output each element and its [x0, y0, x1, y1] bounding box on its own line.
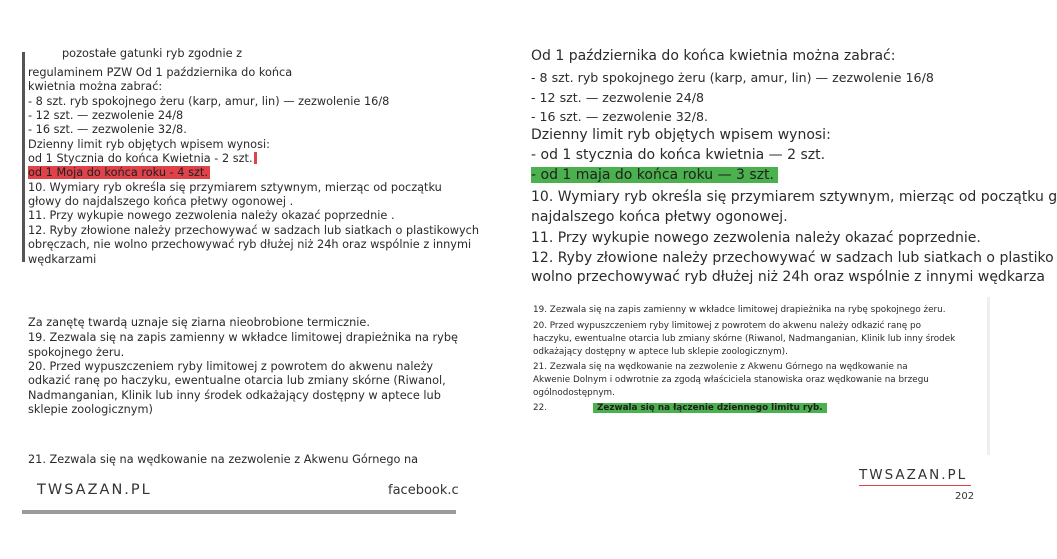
panel-old-regulation-top: [22, 47, 480, 266]
text-line: - od 1 stycznia do końca kwietnia — 2 szt.: [531, 147, 826, 163]
text-line: 21. Zezwala się na wędkowanie na zezwolenie z Akwenu Górnego na: [28, 453, 419, 466]
text-line: Dzienny limit ryb objętych wpisem wynosi:: [28, 138, 270, 151]
text-line: 11. Przy wykupie nowego zezwolenia należy okazać poprzednie.: [531, 230, 981, 246]
highlighted-line-red: [28, 166, 210, 179]
text-line: 21. Zezwala się na wędkowanie na zezwolenie z Akwenu Górnego na wędkowanie na: [533, 362, 908, 372]
logo-underline: [859, 485, 971, 486]
text-line: wolno przechowywać ryb dłużej niż 24h oraz wspólnie z innymi wędkarza: [531, 269, 1045, 285]
red-highlight: od 1 Moja do końca roku - 4 szt.: [28, 166, 208, 179]
text-line: [28, 152, 257, 165]
text-line: odkażający dostępny w aptece lub sklepie zoologicznym).: [533, 347, 788, 357]
text-line: - 16 szt. — zezwolenie 32/8.: [531, 109, 709, 124]
text-line: regulaminem PZW Od 1 października do końca: [28, 66, 293, 79]
text-line: 12. Ryby złowione należy przechowywać w sadzach lub siatkach o plastiko: [531, 250, 1054, 266]
text-line: 19. Zezwala się na zapis zamienny w wkładce limitowej drapieżnika na rybę: [28, 331, 458, 344]
text-line: spokojnego żeru.: [28, 346, 125, 359]
facebook-link[interactable]: facebook.c: [388, 483, 459, 498]
text-line: 12. Ryby złowione należy przechowywać w sadzach lub siatkach o plastikowych: [28, 224, 480, 237]
item-22-number: 22.: [533, 403, 547, 413]
panel-new-regulation-top: [527, 45, 1057, 285]
text-line: odkazić ranę po haczyku, ewentualne otarcia lub zmiany skórne (Riwanol,: [28, 374, 446, 387]
text-line: Za zanętę twardą uznaje się ziarna nieobrobione termicznie.: [28, 316, 370, 329]
text-line: haczyku, ewentualne otarcia lub zmiany skórne (Riwanol, Nadmanganian, Klinik lub inny środek: [533, 334, 956, 344]
text-line: 19. Zezwala się na zapis zamienny w wkładce limitowej drapieżnika na rybę spokojnego żeru.: [533, 305, 946, 315]
text-line: Od 1 października do końca kwietnia można zabrać:: [531, 48, 896, 64]
highlighted-line-green: [531, 167, 778, 183]
text-line: - 8 szt. ryb spokojnego żeru (karp, amur, lin) — zezwolenie 16/8: [28, 95, 390, 108]
text-line: ogólnodostępnym.: [533, 388, 615, 398]
green-highlight: Zezwala się na łączenie dziennego limitu ryb.: [593, 403, 827, 413]
panel-bottom-bar: [22, 510, 456, 514]
text-line: - 16 szt. — zezwolenie 32/8.: [28, 123, 187, 136]
text-line: najdalszego końca płetwy ogonowej.: [531, 209, 788, 225]
text-line: 20. Przed wypuszczeniem ryby limitowej z powrotem do akwenu należy odkazić ranę po: [533, 321, 921, 331]
text-line: wędkarzami: [28, 253, 97, 266]
panel-new-regulation-bottom: [527, 297, 992, 517]
text-line: sklepie zoologicznym): [28, 403, 153, 416]
text-line: - 8 szt. ryb spokojnego żeru (karp, amur, lin) — zezwolenie 16/8: [531, 70, 934, 85]
text-line: kwietnia można zabrać:: [28, 80, 163, 93]
text-line: obręczach, nie wolno przechowywać ryb dłużej niż 24h oraz wspólnie z innymi: [28, 238, 472, 251]
text-line: pozostałe gatunki ryb zgodnie z: [62, 47, 243, 60]
text-line: 11. Przy wykupie nowego zezwolenia należy okazać poprzednie .: [28, 209, 395, 222]
green-highlight: - od 1 maja do końca roku — 3 szt.: [531, 167, 778, 183]
text-line: 10. Wymiary ryb określa się przymiarem sztywnym, mierząc od początku: [28, 181, 442, 194]
item-22: [533, 403, 827, 413]
text-line: Akwenie Dolnym i odwrotnie za zgodą właściciela stanowiska oraz wędkowanie na brzegu: [533, 375, 929, 385]
text-line: 10. Wymiary ryb określa się przymiarem sztywnym, mierząc od początku g: [531, 189, 1057, 205]
panel-right-edge: [987, 297, 990, 455]
text-line-content: od 1 Stycznia do końca Kwietnia - 2 szt.: [28, 152, 253, 165]
page-number: 202: [955, 491, 975, 502]
text-line: Dzienny limit ryb objętych wpisem wynosi:: [531, 127, 831, 143]
text-line: 20. Przed wypuszczeniem ryby limitowej z powrotem do akwenu należy: [28, 360, 434, 373]
text-line: - 12 szt. — zezwolenie 24/8: [531, 90, 705, 105]
text-line: głowy do najdalszego końca płetwy ogonowej .: [28, 195, 294, 208]
text-line: - 12 szt. — zezwolenie 24/8: [28, 109, 184, 122]
text-line: Nadmanganian, Klinik lub inny środek odkażający dostępny w aptece lub: [28, 389, 441, 402]
text-cursor: [254, 152, 257, 164]
site-logo: TWSAZAN.PL: [859, 467, 968, 483]
panel-old-regulation-bottom: [22, 310, 459, 514]
site-logo: TWSAZAN.PL: [37, 482, 152, 498]
panel-left-edge: [22, 52, 25, 262]
